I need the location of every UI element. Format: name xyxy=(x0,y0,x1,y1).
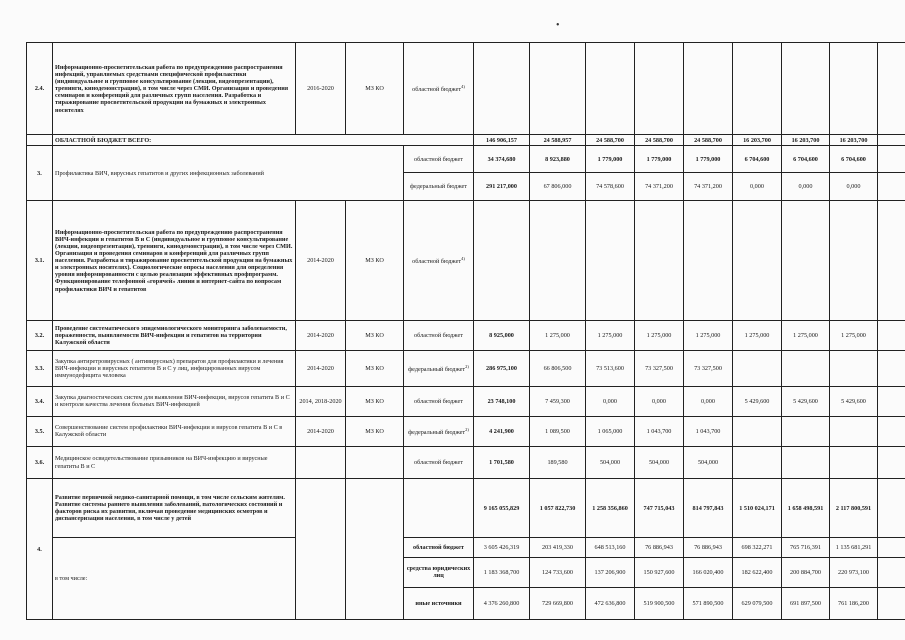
year-value: 137 206,900 xyxy=(586,557,635,587)
year-value: 124 733,600 xyxy=(530,557,586,587)
funding-source: иные источники xyxy=(404,587,474,619)
activity-name: Проведение систематического эпидемиологического мониторинга заболеваемости, пораженности, выявляемости ВИЧ-инфекции и гепатитов на территории Калужской области xyxy=(53,321,296,351)
year-value: 472 636,800 xyxy=(586,587,635,619)
executor: МЗ КО xyxy=(346,43,404,135)
executor: МЗ КО xyxy=(346,351,404,386)
year-value: 5 429,600 xyxy=(782,386,830,416)
row-number: 3.2. xyxy=(27,321,53,351)
funding-source: областной бюджет$^{4)}$ xyxy=(404,43,474,135)
table-row xyxy=(27,351,905,386)
table-row xyxy=(27,135,905,146)
total-value: 9 165 055,829 xyxy=(474,479,530,538)
row-number: 3.6. xyxy=(27,447,53,479)
funding-source: средства юридических лиц xyxy=(404,557,474,587)
year-value: 76 886,943 xyxy=(684,538,733,557)
year-value: 24 588,700 xyxy=(586,135,635,146)
activity-name: Профилактика ВИЧ, вирусных гепатитов и других инфекционных заболеваний xyxy=(53,146,404,201)
year-value: 16 203,700 xyxy=(782,135,830,146)
year-value: 220 973,100 xyxy=(830,557,878,587)
activity-name: Информационно-просветительская работа по предупреждению распространения инфекций, управляемых средствами специфической профилактики (индивидуальное и групповое консультирование (лекции, видеопрезентации), тренинги, кинодемонстрации), в том числе через СМИ. Организация и проведения семинаров и конференций для различных групп населения. Разработка и тиражирование просветительской продукции на бумажных и электронных носителях xyxy=(53,43,296,135)
year-value: 1 275,000 xyxy=(530,321,586,351)
year-value: 1 275,000 xyxy=(684,321,733,351)
year-value: 1 275,000 xyxy=(830,321,878,351)
activity-name: Развитие первичной медико-санитарной помощи, в том числе сельским жителям. Развитие системы раннего выявления заболеваний, патологических состояний и факторов риска их развития, включая проведение медицинских осмотров и диспансеризации населения, в том числе у детей xyxy=(53,479,296,538)
year-value: 729 669,800 xyxy=(530,587,586,619)
year-value: 0,000 xyxy=(586,386,635,416)
funding-source: областной бюджет$^{4)}$ xyxy=(404,201,474,321)
row-number: 3.4. xyxy=(27,386,53,416)
year-value: 629 079,500 xyxy=(733,587,782,619)
year-value: 66 806,500 xyxy=(530,351,586,386)
year-value: 504,000 xyxy=(586,447,635,479)
year-value: 6 704,600 xyxy=(830,146,878,173)
year-value: 765 716,391 xyxy=(782,538,830,557)
year-value: 5 429,600 xyxy=(830,386,878,416)
table-row xyxy=(27,447,905,479)
activity-name: Закупка антиретровирусных ( антивирусных) препаратов для профилактики и лечения ВИЧ-инфекции и вирусных гепатитов В и С у лиц, инфицированных вирусом иммунодефицита человека xyxy=(53,351,296,386)
year-value: 2 117 800,591 xyxy=(830,479,878,538)
year-value: 0,000 xyxy=(830,173,878,201)
year-value: 6 704,600 xyxy=(782,146,830,173)
year-value: 519 900,500 xyxy=(635,587,684,619)
activity-name: Медицинское освидетельствование призывников на ВИЧ-инфекцию и вирусные гепатиты В и С xyxy=(53,447,296,479)
total-value: 146 906,157 xyxy=(474,135,530,146)
year-value: 166 020,400 xyxy=(684,557,733,587)
funding-source: областной бюджет xyxy=(404,538,474,557)
year-value: 6 704,600 xyxy=(733,146,782,173)
activity-subheading: в том числе: xyxy=(53,538,296,620)
total-value: 4 241,900 xyxy=(474,416,530,446)
executor: МЗ КО xyxy=(346,321,404,351)
year-value: 1 779,000 xyxy=(635,146,684,173)
year-value: 0,000 xyxy=(733,173,782,201)
year-value: 1 275,000 xyxy=(635,321,684,351)
year-value: 5 429,600 xyxy=(733,386,782,416)
year-value: 1 043,700 xyxy=(635,416,684,446)
row-number: 2.4. xyxy=(27,43,53,135)
year-value: 74 371,200 xyxy=(635,173,684,201)
year-value: 0,000 xyxy=(684,386,733,416)
year-value: 200 884,700 xyxy=(782,557,830,587)
period: 2016-2020 xyxy=(296,43,346,135)
year-value: 761 186,200 xyxy=(830,587,878,619)
row-number: 4. xyxy=(27,479,53,620)
year-value: 203 419,330 xyxy=(530,538,586,557)
total-value: 286 975,100 xyxy=(474,351,530,386)
year-value: 1 510 024,171 xyxy=(733,479,782,538)
table-row xyxy=(27,321,905,351)
funding-source: федеральный бюджет$^{2)}$ xyxy=(404,351,474,386)
year-value: 504,000 xyxy=(635,447,684,479)
year-value: 1 089,500 xyxy=(530,416,586,446)
total-value xyxy=(474,43,530,135)
year-value: 0,000 xyxy=(635,386,684,416)
year-value: 150 927,600 xyxy=(635,557,684,587)
year-value: 1 275,000 xyxy=(586,321,635,351)
year-value: 0,000 xyxy=(782,173,830,201)
budget-total-label: ОБЛАСТНОЙ БЮДЖЕТ ВСЕГО: xyxy=(53,135,474,146)
year-value: 1 135 681,291 xyxy=(830,538,878,557)
funding-source: областной бюджет xyxy=(404,146,474,173)
year-value: 73 327,500 xyxy=(635,351,684,386)
activity-name: Совершенствование систем профилактики ВИЧ-инфекции и вирусов гепатита В и С в Калужской области xyxy=(53,416,296,446)
table-row xyxy=(27,146,905,173)
funding-source: областной бюджет xyxy=(404,386,474,416)
row-number: 3.5. xyxy=(27,416,53,446)
total-value: 34 374,680 xyxy=(474,146,530,173)
year-value: 1 275,000 xyxy=(733,321,782,351)
activity-name: Информационно-просветительская работа по предупреждению распространения ВИЧ-инфекции и гепатитов В и С (индивидуальное и групповое консультирование (лекции, видеопрезентации), тренинги, кинодемонстрации), в том числе через СМИ. Организация и проведения семинаров и конференций для различных групп населения. Разработка и тиражирование просветительской продукции на бумажных и электронных носителях). Социологические опросы населения для определения уровня информированности с целью реализации эффективных профпрограмм. Функционирование телефонной «горячей» линии и интернет-сайта по вопросам профилактики ВИЧ и гепатитов xyxy=(53,201,296,321)
table-row xyxy=(27,538,905,557)
period: 2014-2020 xyxy=(296,416,346,446)
year-value: 1 275,000 xyxy=(782,321,830,351)
total-value: 1 183 368,700 xyxy=(474,557,530,587)
period: 2014-2020 xyxy=(296,201,346,321)
year-value: 182 622,400 xyxy=(733,557,782,587)
funding-source: федеральный бюджет xyxy=(404,173,474,201)
year-value: 74 578,600 xyxy=(586,173,635,201)
period: 2014-2020 xyxy=(296,321,346,351)
total-value: 8 925,000 xyxy=(474,321,530,351)
year-value: 24 588,700 xyxy=(635,135,684,146)
total-value: 4 376 260,800 xyxy=(474,587,530,619)
year-value: 648 513,160 xyxy=(586,538,635,557)
table-row xyxy=(27,201,905,321)
row-number: 3.3. xyxy=(27,351,53,386)
year-value: 698 322,271 xyxy=(733,538,782,557)
year-value: 1 779,000 xyxy=(586,146,635,173)
activity-name: Закупка диагностических систем для выявления ВИЧ-инфекции, вирусов гепатита В и С и контроля качества лечения больных ВИЧ-инфекцией xyxy=(53,386,296,416)
year-value: 73 513,600 xyxy=(586,351,635,386)
funding-source: областной бюджет xyxy=(404,321,474,351)
period: 2014, 2018-2020 xyxy=(296,386,346,416)
year-value: 747 715,043 xyxy=(635,479,684,538)
row-number: 3. xyxy=(27,146,53,201)
year-value: 1 057 822,730 xyxy=(530,479,586,538)
year-value: 24 588,700 xyxy=(684,135,733,146)
total-value: 23 748,100 xyxy=(474,386,530,416)
year-value: 16 203,700 xyxy=(830,135,878,146)
program-table xyxy=(26,42,905,620)
year-value: 74 371,200 xyxy=(684,173,733,201)
year-value: 504,000 xyxy=(684,447,733,479)
row-number: 3.1. xyxy=(27,201,53,321)
table-row xyxy=(27,479,905,538)
year-value: 1 658 498,591 xyxy=(782,479,830,538)
period: 2014-2020 xyxy=(296,351,346,386)
executor: МЗ КО xyxy=(346,201,404,321)
year-value: 189,580 xyxy=(530,447,586,479)
year-value: 571 890,500 xyxy=(684,587,733,619)
year-value: 1 779,000 xyxy=(684,146,733,173)
year-value: 1 043,700 xyxy=(684,416,733,446)
year-value: 1 065,000 xyxy=(586,416,635,446)
executor: МЗ КО xyxy=(346,416,404,446)
year-value: 16 203,700 xyxy=(733,135,782,146)
year-value: 814 797,843 xyxy=(684,479,733,538)
year-value: 67 806,000 xyxy=(530,173,586,201)
year-value: 24 588,957 xyxy=(530,135,586,146)
funding-source: федеральный бюджет$^{2)}$ xyxy=(404,416,474,446)
table-row xyxy=(27,386,905,416)
year-value: 73 327,500 xyxy=(684,351,733,386)
page-mark: • xyxy=(556,20,560,31)
year-value: 1 258 356,860 xyxy=(586,479,635,538)
year-value: 76 886,943 xyxy=(635,538,684,557)
funding-source: областной бюджет xyxy=(404,447,474,479)
year-value: 8 923,880 xyxy=(530,146,586,173)
year-value: 7 459,300 xyxy=(530,386,586,416)
table-row xyxy=(27,43,905,135)
executor: МЗ КО xyxy=(346,386,404,416)
total-value: 1 701,580 xyxy=(474,447,530,479)
total-value: 291 217,000 xyxy=(474,173,530,201)
table-row xyxy=(27,416,905,446)
year-value: 691 897,500 xyxy=(782,587,830,619)
total-value: 3 605 426,319 xyxy=(474,538,530,557)
